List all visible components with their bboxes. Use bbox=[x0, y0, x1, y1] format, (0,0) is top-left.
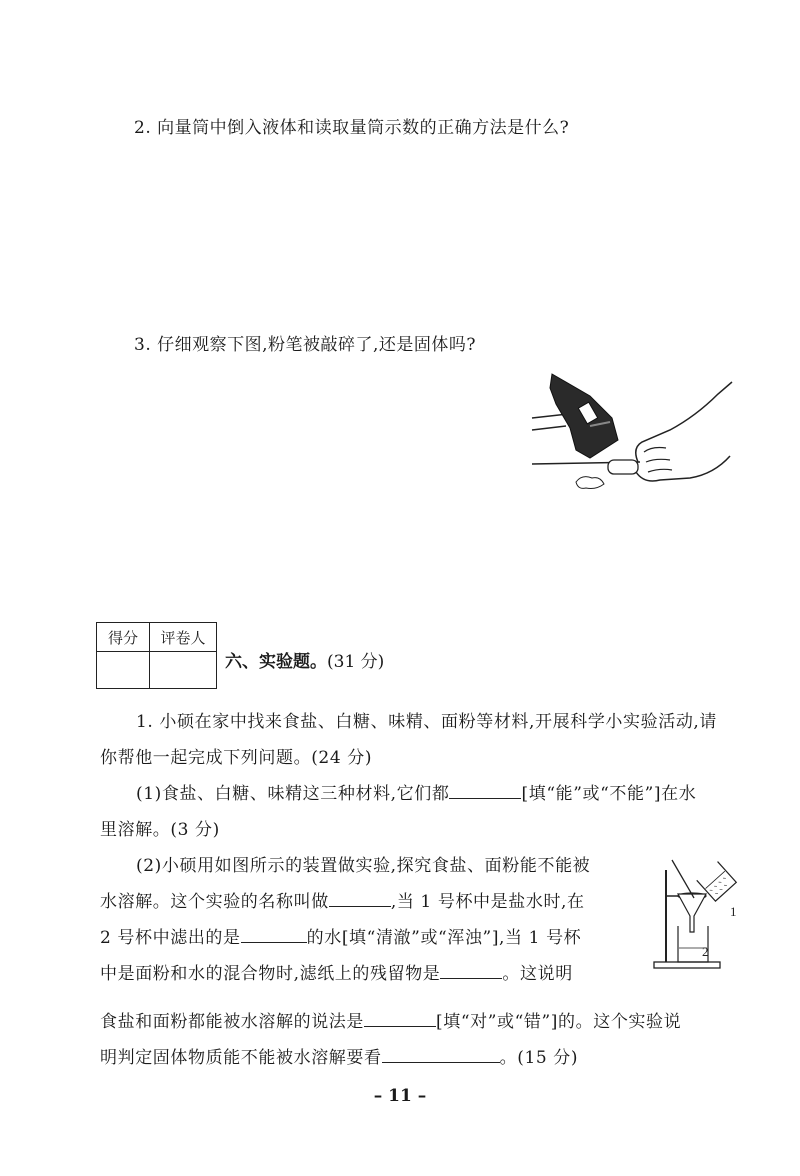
part1-text-b: [填“能”或“不能”]在水 bbox=[521, 784, 697, 804]
part2-line2-b: ,当 1 号杯中是盐水时,在 bbox=[390, 892, 585, 912]
grader-label: 评卷人 bbox=[150, 623, 217, 652]
part2-line3-b: 的水[填“清澈”或“浑浊”],当 1 号杯 bbox=[306, 928, 582, 948]
score-cell[interactable] bbox=[97, 652, 150, 689]
part2-line1: (2)小硕用如图所示的装置做实验,探究食盐、面粉能不能被 bbox=[136, 856, 591, 876]
part2-line4 bbox=[100, 956, 573, 992]
score-table bbox=[96, 622, 217, 689]
grader-cell[interactable] bbox=[150, 652, 217, 689]
section-points: (31 分) bbox=[327, 652, 385, 672]
score-label: 得分 bbox=[97, 623, 150, 652]
true-false-blank[interactable] bbox=[364, 1008, 436, 1027]
part2-line2-a: 水溶解。这个实验的名称叫做 bbox=[100, 892, 329, 912]
part2-line6-b: 。(15 分) bbox=[499, 1048, 579, 1068]
part1-text-a: (1)食盐、白糖、味精这三种材料,它们都 bbox=[136, 784, 450, 804]
hammer-chalk-illustration bbox=[520, 368, 735, 493]
part2-line2 bbox=[100, 884, 585, 920]
residue-blank[interactable] bbox=[440, 960, 502, 979]
experiment-name-blank[interactable] bbox=[329, 888, 391, 907]
criterion-blank[interactable] bbox=[382, 1044, 500, 1063]
experiment-intro-line2: 你帮他一起完成下列问题。(24 分) bbox=[100, 748, 373, 768]
question-2: 2. 向量筒中倒入液体和读取量筒示数的正确方法是什么? bbox=[134, 118, 570, 138]
section-title: 六、实验题。 bbox=[225, 652, 327, 672]
question-3: 3. 仔细观察下图,粉笔被敲碎了,还是固体吗? bbox=[134, 335, 477, 355]
part2-line5-a: 食盐和面粉都能被水溶解的说法是 bbox=[100, 1012, 364, 1032]
part2-line6-a: 明判定固体物质能不能被水溶解要看 bbox=[100, 1048, 382, 1068]
experiment-intro-line1: 1. 小硕在家中找来食盐、白糖、味精、面粉等材料,开展科学小实验活动,请 bbox=[136, 712, 718, 732]
part2-line5-b: [填“对”或“错”]的。这个实验说 bbox=[436, 1012, 682, 1032]
part2-line6 bbox=[100, 1040, 578, 1076]
part2-line4-b: 。这说明 bbox=[502, 964, 573, 984]
section-heading bbox=[225, 647, 384, 672]
part1-line2: 里溶解。(3 分) bbox=[100, 820, 220, 840]
filtrate-blank[interactable] bbox=[241, 924, 307, 943]
part2-line3-a: 2 号杯中滤出的是 bbox=[100, 928, 241, 948]
cup-2-label: 2 bbox=[702, 944, 709, 959]
part2-line3 bbox=[100, 920, 581, 956]
part1-line1 bbox=[136, 776, 696, 812]
cup-1-label: 1 bbox=[730, 904, 737, 919]
page-number: – 11 – bbox=[373, 1086, 427, 1106]
part2-line4-a: 中是面粉和水的混合物时,滤纸上的残留物是 bbox=[100, 964, 441, 984]
part1-blank[interactable] bbox=[449, 780, 521, 799]
filtration-apparatus-illustration bbox=[652, 852, 748, 974]
part2-line5 bbox=[100, 1004, 681, 1040]
